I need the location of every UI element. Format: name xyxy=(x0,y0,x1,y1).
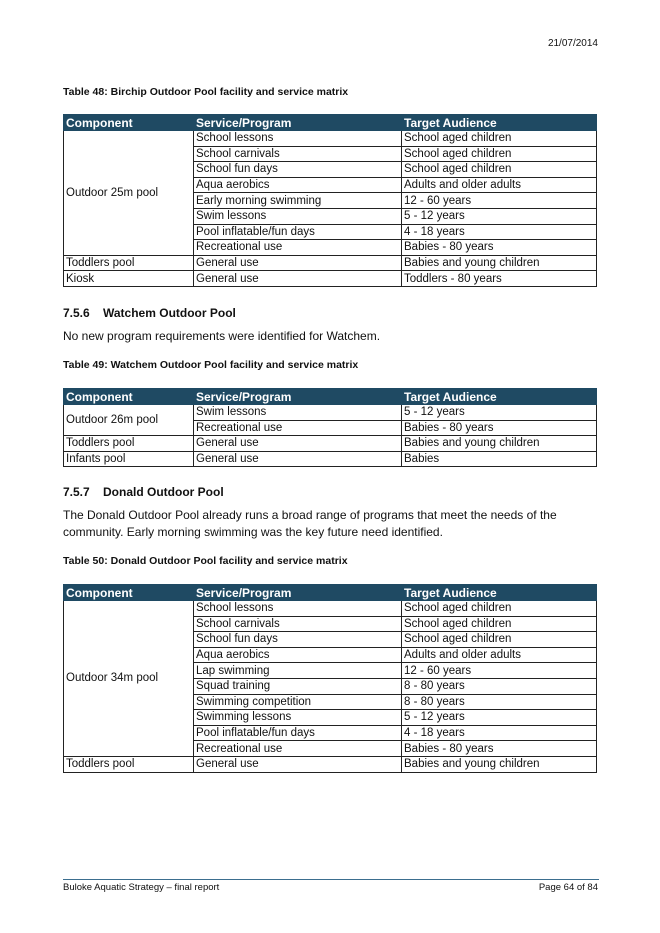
audience-cell: Adults and older adults xyxy=(402,177,597,193)
service-cell: General use xyxy=(194,436,402,452)
table-row xyxy=(64,601,597,617)
audience-cell: Babies - 80 years xyxy=(402,741,597,757)
service-cell: Aqua aerobics xyxy=(194,177,402,193)
audience-cell: Babies xyxy=(402,451,597,467)
audience-cell: 12 - 60 years xyxy=(402,663,597,679)
service-cell: Recreational use xyxy=(194,420,402,436)
component-cell: Infants pool xyxy=(64,451,194,467)
service-cell: Swimming lessons xyxy=(194,710,402,726)
audience-cell: 8 - 80 years xyxy=(402,694,597,710)
service-cell: Lap swimming xyxy=(194,663,402,679)
section-heading-7-5-6 xyxy=(63,306,236,320)
table-row xyxy=(64,756,597,772)
audience-cell: 4 - 18 years xyxy=(402,224,597,240)
column-header-service: Service/Program xyxy=(194,115,402,131)
column-header-service: Service/Program xyxy=(194,585,402,601)
section-number: 7.5.6 xyxy=(63,306,90,320)
section-number: 7.5.7 xyxy=(63,485,90,499)
column-header-audience: Target Audience xyxy=(402,585,597,601)
column-header-audience: Target Audience xyxy=(402,115,597,131)
service-cell: School lessons xyxy=(194,601,402,617)
table-49 xyxy=(63,388,597,467)
service-cell: School lessons xyxy=(194,131,402,147)
footer-page-number: Page 64 of 84 xyxy=(538,882,598,893)
audience-cell: School aged children xyxy=(402,131,597,147)
table-row xyxy=(64,271,597,287)
table-50-caption: Table 50: Donald Outdoor Pool facility and service matrix xyxy=(63,555,348,567)
table-row xyxy=(64,451,597,467)
table-row xyxy=(64,436,597,452)
section-7-5-7-text: The Donald Outdoor Pool already runs a broad range of programs that meet the needs of the community. Early morning swimming was the key future need identified. xyxy=(63,508,557,539)
table-row xyxy=(64,255,597,271)
table-row xyxy=(64,405,597,421)
service-cell: Swim lessons xyxy=(194,208,402,224)
component-cell: Toddlers pool xyxy=(64,436,194,452)
audience-cell: School aged children xyxy=(402,601,597,617)
audience-cell: 12 - 60 years xyxy=(402,193,597,209)
audience-cell: Adults and older adults xyxy=(402,647,597,663)
column-header-component: Component xyxy=(64,585,194,601)
service-cell: General use xyxy=(194,756,402,772)
header-row xyxy=(64,389,597,405)
audience-cell: 8 - 80 years xyxy=(402,678,597,694)
audience-cell: Babies and young children xyxy=(402,756,597,772)
table-48-caption: Table 48: Birchip Outdoor Pool facility and service matrix xyxy=(63,86,349,98)
audience-cell: 4 - 18 years xyxy=(402,725,597,741)
component-cell: Outdoor 25m pool xyxy=(64,131,194,256)
table-50 xyxy=(63,584,597,773)
audience-cell: Toddlers - 80 years xyxy=(402,271,597,287)
service-cell: Pool inflatable/fun days xyxy=(194,725,402,741)
audience-cell: School aged children xyxy=(402,632,597,648)
service-cell: General use xyxy=(194,451,402,467)
service-cell: General use xyxy=(194,255,402,271)
table-48 xyxy=(63,114,597,287)
audience-cell: School aged children xyxy=(402,146,597,162)
column-header-audience: Target Audience xyxy=(402,389,597,405)
column-header-component: Component xyxy=(64,389,194,405)
column-header-service: Service/Program xyxy=(194,389,402,405)
audience-cell: Babies and young children xyxy=(402,255,597,271)
audience-cell: 5 - 12 years xyxy=(402,208,597,224)
service-cell: Pool inflatable/fun days xyxy=(194,224,402,240)
service-cell: Early morning swimming xyxy=(194,193,402,209)
section-title: Donald Outdoor Pool xyxy=(103,485,224,499)
component-cell: Toddlers pool xyxy=(64,756,194,772)
service-cell: Recreational use xyxy=(194,240,402,256)
audience-cell: School aged children xyxy=(402,616,597,632)
service-cell: Aqua aerobics xyxy=(194,647,402,663)
component-cell: Toddlers pool xyxy=(64,255,194,271)
service-cell: School fun days xyxy=(194,162,402,178)
audience-cell: 5 - 12 years xyxy=(402,405,597,421)
service-cell: School fun days xyxy=(194,632,402,648)
page-date: 21/07/2014 xyxy=(547,38,598,49)
component-cell: Outdoor 34m pool xyxy=(64,601,194,757)
section-7-5-6-text: No new program requirements were identified for Watchem. xyxy=(63,329,381,343)
service-cell: Recreational use xyxy=(194,741,402,757)
service-cell: General use xyxy=(194,271,402,287)
audience-cell: Babies - 80 years xyxy=(402,240,597,256)
service-cell: Swim lessons xyxy=(194,405,402,421)
table-row xyxy=(64,131,597,147)
service-cell: Squad training xyxy=(194,678,402,694)
table-49-caption: Table 49: Watchem Outdoor Pool facility and service matrix xyxy=(63,359,359,371)
footer-divider xyxy=(63,879,599,880)
audience-cell: Babies and young children xyxy=(402,436,597,452)
component-cell: Outdoor 26m pool xyxy=(64,405,194,436)
service-cell: Swimming competition xyxy=(194,694,402,710)
component-cell: Kiosk xyxy=(64,271,194,287)
column-header-component: Component xyxy=(64,115,194,131)
footer-report-title: Buloke Aquatic Strategy – final report xyxy=(63,882,220,893)
audience-cell: Babies - 80 years xyxy=(402,420,597,436)
audience-cell: 5 - 12 years xyxy=(402,710,597,726)
header-row xyxy=(64,585,597,601)
service-cell: School carnivals xyxy=(194,146,402,162)
service-cell: School carnivals xyxy=(194,616,402,632)
header-row xyxy=(64,115,597,131)
section-title: Watchem Outdoor Pool xyxy=(103,306,236,320)
audience-cell: School aged children xyxy=(402,162,597,178)
section-heading-7-5-7 xyxy=(63,485,224,499)
